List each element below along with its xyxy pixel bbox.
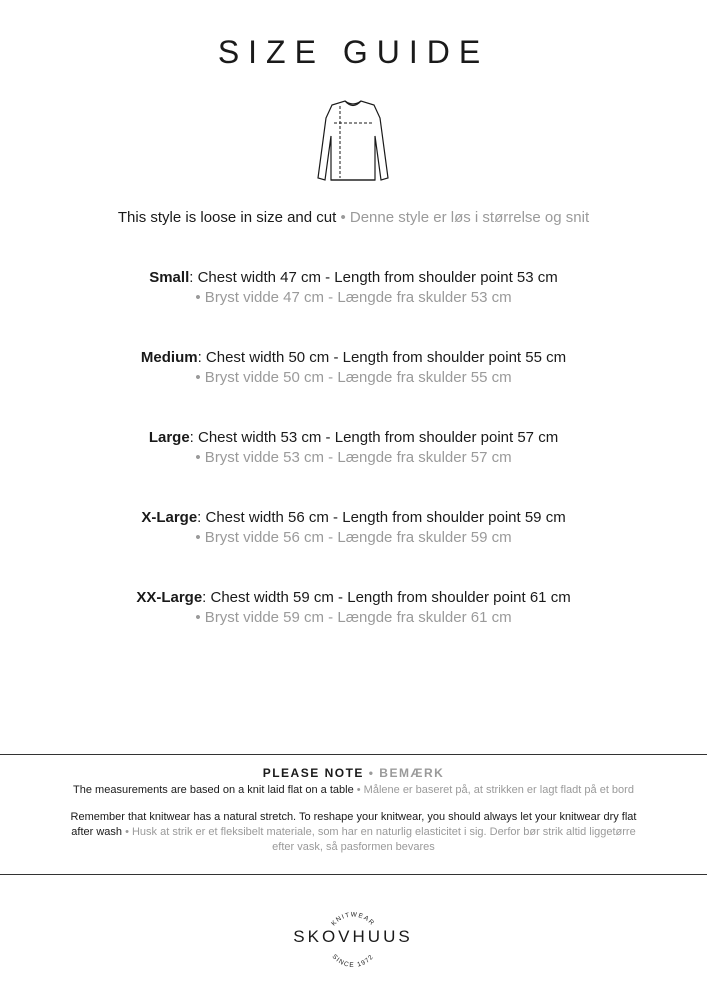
logo-tagline-bottom: SINCE 1972 bbox=[330, 953, 376, 970]
note-text-en: Remember that knitwear has a natural stretch. To reshape your knitwear, you should always let your knitwear dry flat after wash bbox=[70, 811, 637, 838]
divider bbox=[0, 874, 707, 875]
sweater-diagram-icon bbox=[308, 96, 398, 186]
size-measurements-dk: • Bryst vidde 50 cm - Længde fra skulder 55 cm bbox=[195, 369, 512, 386]
note-paragraph bbox=[0, 783, 707, 798]
size-measurements-en: : Chest width 59 cm - Length from shoulder point 61 cm bbox=[202, 589, 571, 606]
size-measurements-en: : Chest width 50 cm - Length from shoulder point 55 cm bbox=[197, 349, 567, 366]
size-name: Small bbox=[149, 269, 190, 286]
svg-text:KNITWEAR bbox=[330, 911, 376, 927]
size-name: Medium bbox=[140, 349, 198, 366]
note-text-en: The measurements are based on a knit laid flat on a table bbox=[73, 784, 354, 796]
style-note bbox=[0, 209, 707, 226]
style-note-en: This style is loose in size and cut bbox=[117, 209, 337, 226]
size-item-large bbox=[0, 428, 707, 508]
note-heading-en: PLEASE NOTE bbox=[262, 766, 364, 780]
note-heading bbox=[0, 766, 707, 780]
size-item-x-large bbox=[0, 508, 707, 588]
logo-tagline-top: KNITWEAR bbox=[330, 911, 376, 928]
size-measurements-en: : Chest width 56 cm - Length from shoulder point 59 cm bbox=[197, 509, 566, 526]
page-title: SIZE GUIDE bbox=[217, 34, 490, 70]
size-name: XX-Large bbox=[136, 589, 203, 606]
size-measurements-dk: • Bryst vidde 56 cm - Længde fra skulder 59 cm bbox=[195, 529, 512, 546]
divider bbox=[0, 754, 707, 755]
size-item-medium bbox=[0, 348, 707, 428]
note-text-dk: • Husk at strik er et fleksibelt materiale, som har en naturlig elasticitet i sig. Derfor bør strik altid liggetørre efter vask, så pasformen bevares bbox=[122, 826, 636, 853]
size-name: Large bbox=[148, 429, 190, 446]
size-list bbox=[0, 268, 707, 668]
skovhuus-logo bbox=[273, 893, 433, 973]
size-measurements-en: : Chest width 47 cm - Length from shoulder point 53 cm bbox=[189, 269, 558, 286]
size-name: X-Large bbox=[141, 509, 198, 526]
note-heading-dk: • BEMÆRK bbox=[363, 766, 445, 780]
svg-text:SINCE 1972 bbox=[331, 953, 376, 969]
size-measurements-dk: • Bryst vidde 53 cm - Længde fra skulder 57 cm bbox=[195, 449, 512, 466]
note-text-dk: • Målene er baseret på, at strikken er lagt fladt på et bord bbox=[353, 784, 634, 796]
size-item-xx-large bbox=[0, 588, 707, 668]
note-paragraph bbox=[0, 810, 707, 855]
size-measurements-en: : Chest width 53 cm - Length from shoulder point 57 cm bbox=[189, 429, 559, 446]
logo-wordmark: SKOVHUUS bbox=[293, 927, 413, 946]
size-measurements-dk: • Bryst vidde 59 cm - Længde fra skulder 61 cm bbox=[195, 609, 512, 626]
note-section bbox=[0, 766, 707, 867]
size-item-small bbox=[0, 268, 707, 348]
style-note-dk: • Denne style er løs i størrelse og snit bbox=[336, 209, 590, 226]
size-measurements-dk: • Bryst vidde 47 cm - Længde fra skulder 53 cm bbox=[195, 289, 512, 306]
